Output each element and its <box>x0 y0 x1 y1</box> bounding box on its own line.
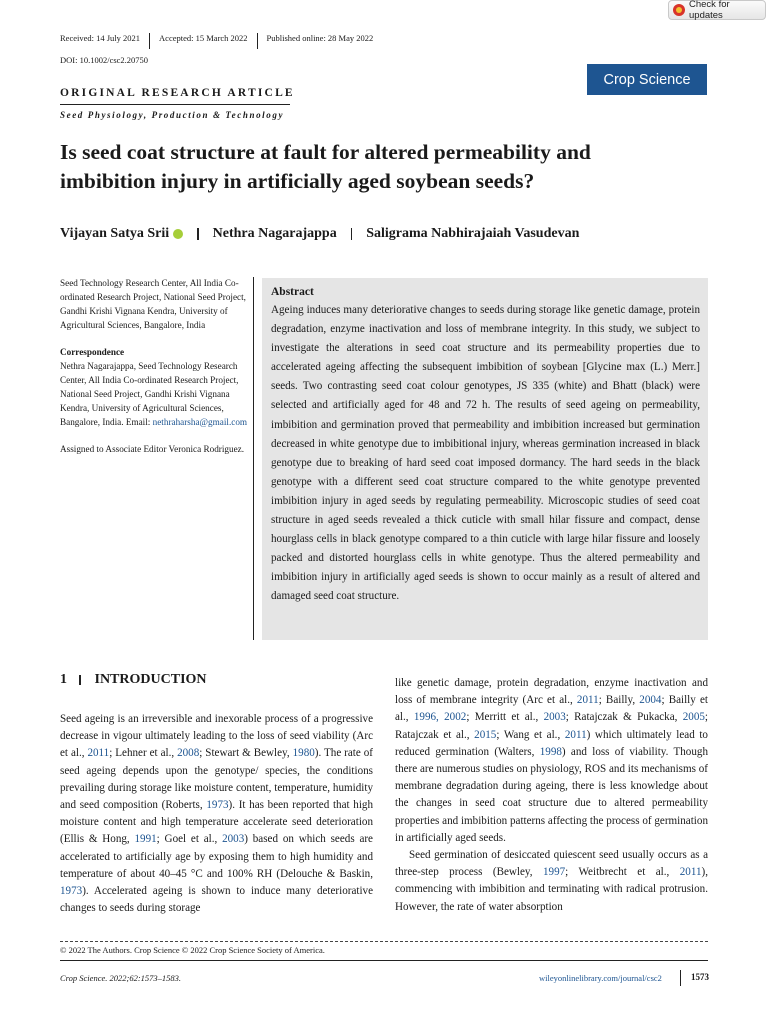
abstract-text: Ageing induces many deteriorative changes to seeds during storage like genetic damage, protein degradation, enzyme inactivation and loss of membrane integrity. In this study, we subject to investigate the alterations in seed coat structure and its permeability properties due to accelerated ageing affecting the subsequent imbibition of soybean [Glycine max (L.) Merr.] seeds. Two contrasting seed coat colour genotypes, JS 335 (white) and Bhatt (black) were selected and artificially aged for 48 and 72 h. The results of seed ageing on permeability, imbibition and germination proved that permeability and imbibition increased but germination decreased in white genotype due to imbibitional injury, whereas germination increased in black genotype due to breaking of hard seed coat imposed dormancy. The hard seeds in the black genotype with a different seed coat structure compared to the white genotype prevented imbibition injury in aged seeds by regulating permeability. Microscopic studies of seed coat structure in aged seeds revealed a thick cuticle with small hilar fissure and compact, dense hourglass cells in black genotype compared to a thin cuticle with large hilar fissure and loosely packed and distorted hourglass cells in white genotype. Thus the altered permeability and imbibition injury in artificially aged seeds is shown to occur mainly as a result of altered and damaged seed coat structure. <box>271 304 700 603</box>
body-text: ) based on which seeds are accelerated to artificially age by exposing them to high humidity and temperature of about 40–45 °C and 100% RH (Delouche & Baskin, <box>60 833 373 880</box>
article-type-rule <box>60 104 290 105</box>
author-name[interactable]: Saligrama Nabhirajaiah Vasudevan <box>366 226 580 241</box>
correspondence-heading: Correspondence <box>60 347 125 357</box>
intro-paragraph <box>395 847 708 916</box>
section-number: 1 <box>60 672 67 687</box>
body-text: ; Ratajczak & Pukacka, <box>565 711 683 724</box>
journal-badge[interactable]: Crop Science <box>587 64 707 95</box>
author-divider <box>351 228 353 240</box>
citation-link[interactable]: 2005 <box>682 711 705 724</box>
crossmark-icon <box>673 4 685 16</box>
citation-link[interactable]: 1973 <box>206 799 229 812</box>
body-text: ). It has been reported that high moisture content and high temperature accelerate seed deterioration (Ellis & Hong, <box>60 799 373 846</box>
citation-link[interactable]: 2003 <box>222 833 245 846</box>
author-name[interactable]: Vijayan Satya Srii <box>60 226 170 241</box>
body-text: ). Accelerated ageing is shown to induce many deteriorative changes to seeds during storage <box>60 885 373 915</box>
citation-link[interactable]: 2003 <box>543 711 566 724</box>
article-type: ORIGINAL RESEARCH ARTICLE <box>60 87 295 99</box>
footer-journal: Crop Science. 2022;62:1573–1583. <box>60 973 182 983</box>
footer-bottom-rule <box>60 960 708 961</box>
doi: DOI: 10.1002/csc2.20750 <box>60 55 149 65</box>
correspondence-text: Nethra Nagarajappa, Seed Technology Research Center, All India Co-ordinated Research Project, National Seed Project, Gandhi Krishi Vignana Kendra, University of Agricultural Sciences, Bangalore, India. <box>60 361 239 427</box>
citation-link[interactable]: 2008 <box>177 747 200 760</box>
intro-paragraph <box>60 711 373 917</box>
body-text: Seed germination of desiccated quiescent seed usually occurs as a three-step process (Bewley, <box>395 849 708 879</box>
footer-url-link[interactable]: wileyonlinelibrary.com/journal/csc2 <box>539 973 662 983</box>
body-column-left <box>60 711 373 917</box>
section-heading <box>60 672 207 688</box>
copyright: © 2022 The Authors. Crop Science © 2022 Crop Science Society of America. <box>60 945 325 955</box>
date-divider <box>149 33 150 49</box>
citation-link[interactable]: 1973 <box>60 885 83 898</box>
citation-link[interactable]: 1991 <box>134 833 157 846</box>
body-text: ; Goel et al., <box>156 833 223 846</box>
citation-link[interactable]: 1998 <box>539 745 562 758</box>
section-divider <box>79 675 81 685</box>
footer-divider <box>680 970 681 986</box>
citation-link[interactable]: 2011 <box>679 866 702 879</box>
orcid-icon[interactable] <box>173 229 183 239</box>
affiliation: Seed Technology Research Center, All India Co-ordinated Research Project, National Seed Project, Gandhi Krishi Vignana Kendra, University of Agricultural Sciences, Bangalore, India <box>60 278 246 330</box>
page-number: 1573 <box>691 972 709 982</box>
article-title <box>60 138 700 196</box>
body-text: ) which ultimately lead to reduced germination (Walters, <box>395 728 708 758</box>
email-label: Email: <box>125 417 153 427</box>
date-divider <box>257 33 258 49</box>
footer-rule <box>60 941 708 942</box>
body-text: ; Lehner et al., <box>109 747 178 760</box>
body-text: ), commencing with imbibition and terminating with radical protrusion. However, the rate of water absorption <box>395 866 708 913</box>
accepted-date: Accepted: 15 March 2022 <box>159 33 248 43</box>
body-text: ). The rate of seed ageing depends upon the genotype/ species, the conditions prevailing during storage like moisture content, temperature, humidity and seed composition (Roberts, <box>60 747 373 812</box>
body-text: ; Bailly et al., <box>395 694 708 724</box>
correspondence-block <box>60 359 248 429</box>
check-for-updates-label: Check for updates <box>689 0 730 21</box>
citation-link[interactable]: 1980 <box>292 747 315 760</box>
citation-link[interactable]: 2015 <box>474 728 497 741</box>
author-divider <box>197 228 199 240</box>
section-title: INTRODUCTION <box>94 672 207 687</box>
body-text: ; Wang et al., <box>496 728 565 741</box>
citation-link[interactable]: 2011 <box>564 728 587 741</box>
author-list <box>60 226 579 242</box>
citation-link[interactable]: 2011 <box>576 694 599 707</box>
author-info-sidebar <box>60 276 248 469</box>
author-name[interactable]: Nethra Nagarajappa <box>212 226 337 241</box>
body-text: ; Weitbrecht et al., <box>565 866 680 879</box>
citation-link[interactable]: 2004 <box>639 694 662 707</box>
title-line: Is seed coat structure at fault for altered permeability and <box>60 140 591 164</box>
body-text: ; Ratajczak et al., <box>395 711 709 741</box>
body-text: ) and loss of viability. Though there are numerous studies on physiology, ROS and its mechanisms of membrane degradation during ageing, there is less knowledge about the changes in seed coat structure due to altered permeability properties and imbibition patterns affecting the process of germination in artificially aged seeds. <box>395 745 708 844</box>
check-for-updates-button[interactable] <box>668 0 766 20</box>
body-text: ; Bailly, <box>598 694 640 707</box>
body-column-right <box>395 675 708 916</box>
email-link[interactable]: nethraharsha@gmail.com <box>152 417 248 427</box>
publication-dates <box>60 33 373 51</box>
received-date: Received: 14 July 2021 <box>60 33 141 43</box>
citation-link[interactable]: 1997 <box>542 866 566 879</box>
citation-link[interactable]: 1996, 2002 <box>413 711 467 724</box>
editor-note: Assigned to Associate Editor Veronica Rodriguez. <box>60 444 245 454</box>
body-text: Seed ageing is an irreversible and inexorable process of a progressive decrease in vigour ultimately leading to the loss of seed viability (Arc et al., <box>60 713 373 760</box>
intro-paragraph <box>395 675 708 847</box>
body-text: ; Merritt et al., <box>466 711 544 724</box>
body-text: like genetic damage, protein degradation, enzyme inactivation and loss of membrane integrity (Arc et al., <box>395 677 708 707</box>
citation-link[interactable]: 2011 <box>87 747 110 760</box>
title-line: imbibition injury in artificially aged soybean seeds? <box>60 169 535 193</box>
abstract-box <box>262 278 708 640</box>
body-text: ; Stewart & Bewley, <box>199 747 293 760</box>
sidebar-divider <box>253 277 254 640</box>
abstract-heading: Abstract <box>271 286 314 298</box>
section-label: Seed Physiology, Production & Technology <box>60 110 285 120</box>
published-date: Published online: 28 May 2022 <box>266 33 374 43</box>
